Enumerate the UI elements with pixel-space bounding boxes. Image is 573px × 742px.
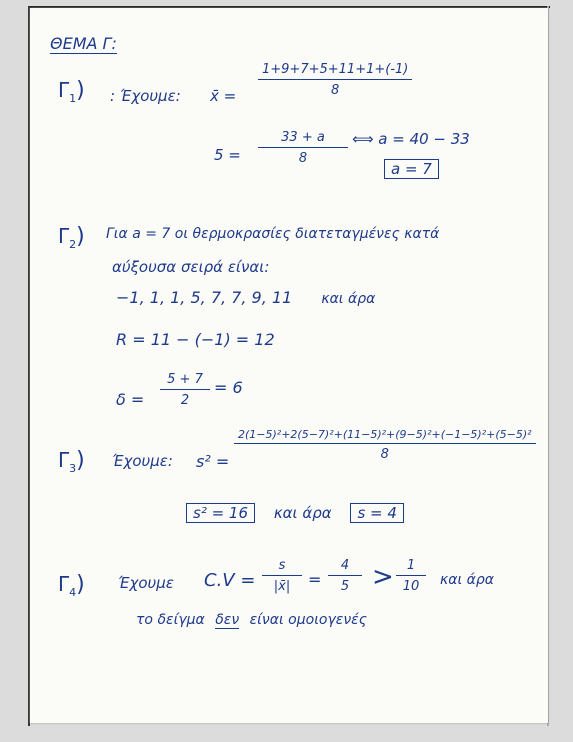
g4-cv1-denominator: |x̄| [273, 579, 291, 594]
g4-cv2-denominator: 5 [340, 579, 350, 594]
g2-median-numerator: 5 + 7 [160, 372, 210, 390]
g4-conclusion-neg: δεν [215, 612, 240, 628]
g2-sequence [116, 288, 375, 307]
g4-cv-fraction-1 [262, 558, 302, 594]
g4-conclusion-post: είναι ομοιογενές [249, 612, 367, 628]
g2-line1: Για a = 7 οι θερμοκρασίες διατεταγμένες κατά [106, 226, 440, 242]
g3-results [186, 504, 404, 522]
g2-label: $\Gamma_2$) [58, 224, 85, 251]
g4-conclusion-pre: το δείγμα [136, 612, 205, 628]
g1-mean-fraction [258, 62, 412, 98]
g4-eq: = [308, 570, 322, 589]
g3-intro: Έχουμε: [112, 452, 173, 470]
g2-median-fraction [160, 372, 210, 408]
g1-mean-numerator: 1+9+7+5+11+1+(-1) [258, 62, 412, 80]
g1-mean-lhs: x̄ = [210, 87, 237, 105]
g2-line2: αύξουσα σειρά είναι: [112, 258, 270, 276]
g4-cv-lhs: C.V = [204, 570, 256, 591]
g1-s-lhs: 5 = [214, 146, 241, 164]
g3-label: $\Gamma_3$) [58, 448, 85, 475]
g1-s-denominator: 8 [298, 151, 308, 166]
section-title-text: ΘΕΜΑ Γ: [50, 34, 117, 53]
g3-middle-text: και άρα [273, 504, 332, 522]
g1-result: a = 7 [384, 159, 439, 179]
g1-intro: : Έχουμε: [110, 87, 181, 105]
section-title [50, 34, 117, 53]
g1-result-box [384, 160, 439, 178]
g4-gt: > [372, 562, 394, 592]
g1-label: $\Gamma_1$) [58, 78, 85, 105]
g3-var-numerator: 2(1−5)²+2(5−7)²+(11−5)²+(9−5)²+(−1−5)²+(5−5)² [234, 428, 536, 444]
g3-result-std: s = 4 [350, 503, 403, 523]
g4-cv3-numerator: 1 [396, 558, 426, 576]
g1-s-numerator: 33 + a [258, 130, 348, 148]
g4-cv-fraction-2 [328, 558, 362, 594]
g3-var-denominator: 8 [380, 447, 389, 462]
g4-label: $\Gamma_4$) [58, 572, 85, 599]
g4-cv3-denominator: 10 [402, 579, 420, 594]
g2-median-lhs: δ = [116, 390, 145, 409]
g2-sequence-values: −1, 1, 1, 5, 7, 7, 9, 11 [116, 288, 293, 307]
g4-cv2-numerator: 4 [328, 558, 362, 576]
g2-sequence-tail: και άρα [321, 291, 376, 307]
g2-median-rhs: = 6 [214, 378, 243, 397]
g4-conclusion [136, 612, 367, 628]
g3-var-lhs: s² = [196, 452, 230, 471]
g4-cv1-numerator: s [262, 558, 302, 576]
g2-range: R = 11 − (−1) = 12 [116, 330, 275, 349]
g2-median-denominator: 2 [180, 393, 190, 408]
g1-implies: ⟺ a = 40 − 33 [352, 130, 470, 148]
g4-cv-fraction-3 [396, 558, 426, 594]
g3-result-variance: s² = 16 [186, 503, 255, 523]
g4-tail: και άρα [440, 572, 495, 588]
g4-intro: Έχουμε [118, 574, 174, 592]
g3-var-fraction [234, 428, 536, 462]
g1-s-fraction [258, 130, 348, 166]
g1-mean-denominator: 8 [331, 83, 340, 98]
